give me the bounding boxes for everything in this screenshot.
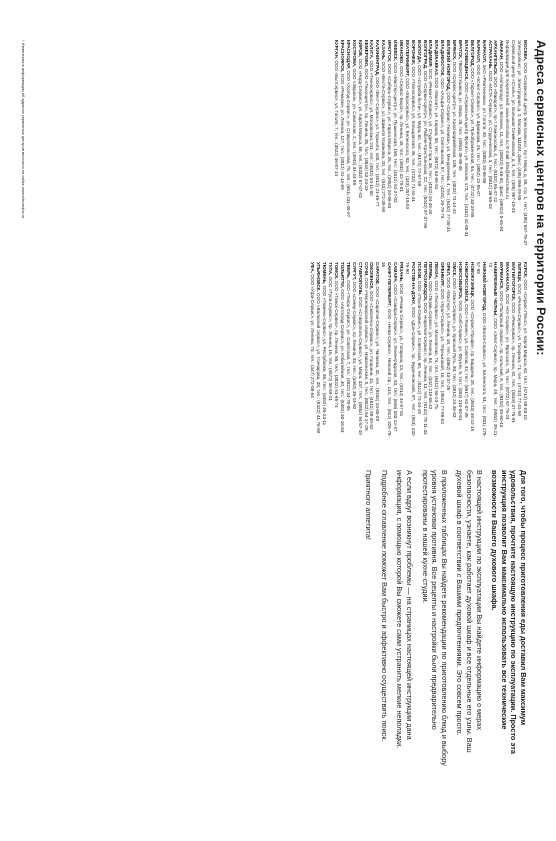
entry-city: НОВОРОССИЙСК,: [463, 262, 469, 303]
address-entry: [451, 40, 457, 250]
entry-text: ООО «Омск-Сервис», ул. Красный Путь, 30, тел.: (3812) 24-46-03: [452, 278, 458, 418]
address-entry: [398, 40, 404, 250]
address-entry: [404, 262, 416, 437]
entry-text: ООО «Ремком», ул. Ленина, 127, тел.: (3912) 21-14-69: [339, 73, 345, 190]
entry-city: КРАСНОДАР,: [345, 40, 351, 70]
entry-text: ООО «Альфа-Сервис», ул. Светланская, 87, тел.: (4232) 26-79-79: [440, 78, 446, 219]
entry-city: ТЮМЕНЬ,: [322, 262, 328, 285]
entry-text: ООО «Дон-Сервис», пр. Буденновский, 97, тел.: (863) 232-76-90: [404, 262, 416, 437]
address-entry: [457, 262, 463, 437]
entry-text: ООО «Уфа-Сервис», ул. Ленина, 70, тел.: (347) 272-08-64: [310, 274, 316, 398]
entry-city: ЕКАТЕРИНБУРГ,: [404, 40, 410, 77]
entry-city: КОСТРОМА,: [351, 40, 357, 68]
entry-city: АСТРАХАНЬ,: [487, 40, 493, 70]
entry-city: КРАСНОЯРСК,: [339, 40, 345, 73]
intro-lead: Для того, чтобы процесс приготовления еды доставил Вам максимум удовольствия, прочтите настоящую инструкцию по эксплуатации. Просто эта инструкция позволит Вам максимально использовать все технические возможности Вашего духового шкафа.: [490, 470, 528, 754]
address-entry: [522, 40, 528, 250]
entry-city: САРАТОВ,: [375, 262, 381, 286]
address-entry: [451, 262, 457, 437]
address-entry: [434, 40, 440, 250]
entry-text: ООО «Мастер-Центр», ул. Пушкинская, 150, тел.: (3412) 51-27-03: [393, 62, 399, 203]
entry-text: ООО «Урал-Сервис», ул. Терешковой, 10, тел.: (3532) 77-08-53: [440, 288, 446, 424]
address-entry: [428, 262, 434, 437]
entry-text: ООО «Рязань-Сервис», ул. Гагарина, 23, тел.: (4912) 44-57-81: [398, 283, 404, 417]
entry-text: ООО «Ремсервис», пр. Ленина, 92, тел.: (3519) 37-76-91: [511, 302, 517, 423]
entry-text: ООО «Тула-Сервис», пр. Ленина, 15, тел.: (4872) 36-59-21: [328, 276, 334, 401]
address-entry: [487, 262, 499, 437]
address-entry: [422, 262, 428, 437]
entry-city: МАГНИТОГОРСК,: [511, 262, 517, 302]
address-entry: [504, 40, 510, 250]
address-entry: [481, 40, 487, 250]
address-entry: [380, 262, 392, 437]
entry-text: ООО «Техноцентр», пр. Ленина, 35, тел.: (3842) 52-23-23: [363, 68, 369, 191]
entry-city: НОВОСИБИРСК,: [458, 262, 464, 300]
entry-city: БЕЛГОРОД,: [469, 40, 475, 67]
address-entry: [345, 40, 351, 250]
entry-city: ЛИПЕЦК,: [517, 262, 523, 283]
entry-text: ООО «Сервисный Центр Электролюкс», пр-т Мира, д. 68, стр. 1, тел.: (495) 937-78-37: [523, 62, 528, 246]
address-entry: [351, 40, 357, 250]
entry-text: ООО «Нева-Сервис», Невский пр., 114, тел.: (812) 325-78-36: [381, 262, 393, 437]
entry-text: ООО «Вест-Сервис», ул. Горького, 100, тел.: (4012) 21-46-77: [375, 77, 381, 207]
entry-text: ООО «Север-Сервис», пр. Ленина, 43, тел.: (3462) 35-14-82: [351, 281, 357, 410]
entry-city: ВОЛГОГРАД,: [422, 40, 428, 70]
address-entry: [498, 262, 504, 437]
entry-city: БАРНАУЛ,: [481, 40, 487, 64]
entry-city: БЛАГОВЕЩЕНСК,: [463, 40, 469, 81]
entry-city: ВЛАДИКАВКАЗ,: [434, 40, 440, 77]
address-entry: [410, 40, 416, 250]
entry-city: БРАТСК,: [458, 40, 464, 60]
entry-text: ООО «Смоленск-Сервис», ул. Гагарина, 14, тел.: (4812) 38-40-52: [369, 290, 375, 430]
entry-city: УЛЬЯНОВСК,: [316, 262, 322, 292]
entry-text: ООО «Сервис-Плюс», ул. Карла Маркса, 62, тел.: (4712) 58-03-10: [523, 279, 528, 420]
entry-text: ООО «Техносервис», ул. Кольцовская, 45, тел.: (4732) 71-31-31: [410, 66, 416, 202]
entry-text: ООО «Элит-Сервис», пр. Мира, 49, тел.: (8552) 39-21-73: [487, 262, 499, 437]
address-entry: [351, 262, 357, 437]
entry-city: КАЗАНЬ,: [381, 40, 387, 61]
address-entry: [392, 40, 398, 250]
entry-text: ООО «Гарант-Сервис», ул. Преображенская, 84, тел.: (4722) 33-29-88: [469, 68, 475, 218]
entry-text: ООО «Томск-Сервис», пр. Ленина, 80, тел.: (3822) 51-66-74: [334, 280, 339, 408]
intro-paragraph-5: Подробное оглавление поможет Вам быстро и эффективно осуществить поиск.: [379, 470, 389, 742]
entry-city: БРЯНСК,: [452, 40, 458, 61]
entry-city: МУРМАНСК,: [499, 262, 505, 290]
address-entry: [439, 262, 445, 437]
entry-text: ООО «Псков-Сервис», ул. Советская, 60, тел.: (8112) 72-44-19: [416, 280, 422, 414]
entry-city: БАРНАУЛ,: [475, 40, 481, 64]
entry-text: ООО «Веста-Сервис», ул. Шамиля Усманова, 20, тел.: (843) 272-35-59: [381, 61, 387, 213]
address-entry: [522, 262, 528, 437]
address-entry: [510, 262, 516, 437]
entry-city: ПСКОВ,: [416, 262, 422, 280]
entry-city: РЯЗАНЬ,: [398, 262, 404, 283]
address-entry: [357, 262, 363, 437]
entry-text: Сервисный центр «Стиль», ул. Большая Семёновская, д. 4, тел.: (495) 967-19-91: [511, 40, 517, 214]
address-entry: [445, 40, 451, 250]
entry-city: ВЛАДИВОСТОК,: [440, 40, 446, 77]
entry-text: ООО «Техник», ул. Советов, 42, тел.: (8617) 61-07-35: [463, 304, 469, 418]
entry-text: ООО «Пермь-Сервис», ул. Ленина, 64, тел.: (342) 219-56-42: [428, 281, 434, 410]
address-entry: [392, 262, 398, 437]
entry-text: ООО «Фаворит», пр-т Ломоносова, 4, тел.: (8182) 65-47-22: [493, 76, 499, 203]
entry-text: ЗАО «Ремтехника», ул. Гоголя, 49, тел.: (3852) 20-56-86: [481, 64, 487, 184]
entry-city: СТАВРОПОЛЬ,: [357, 262, 363, 296]
entry-city: САМАРА,: [393, 262, 399, 283]
entry-text: ООО «Сервис-Центр», ул. Рабоче-Крестьянская, 22, тел.: (8442) 97-37-96: [422, 70, 428, 229]
entry-city: КАЛУГА,: [369, 40, 375, 60]
address-entry: [404, 40, 410, 250]
footnote: * Изменения в информации об адресах сервисных центров вносятся на сайте www.electrolux.ru: [21, 40, 26, 219]
address-entry: [363, 40, 369, 250]
intro-column: [28, 470, 528, 770]
entry-text: ООО «Сиб-Сервис», ул. Фрунзе, 5, тел.: (383) 210-50-81: [458, 300, 464, 421]
address-entry: [345, 262, 351, 437]
address-entry: [475, 262, 487, 437]
entry-text: ООО «Мастер», ул. Ленина, 18, тел.: (4862) 43-37-26: [446, 277, 452, 391]
entry-text: ООО «Холод-Сервис», ул. Ставропольская, 75, тел.: (861) 231-45-97: [345, 70, 351, 218]
address-entry: [504, 262, 510, 437]
address-entry: [398, 262, 404, 437]
entry-city: ИРКУТСК,: [387, 40, 393, 63]
entry-text: ООО «Черноморский сервис», ул. Навагинская, 9, тел.: (8622) 64-17-28: [363, 277, 369, 431]
entry-text: ООО «Полярный сервис», пр. Кольский, 9, тел.: (8152) 45-60-43: [499, 290, 505, 428]
address-entry: [339, 40, 345, 250]
entry-city: АБАКАН,: [499, 40, 505, 61]
entry-text: ООО «Волга-Сервис», ул. Белинского, 61, тел.: (831) 278-57-88: [475, 262, 487, 437]
address-entry: [469, 40, 475, 250]
entry-text: ООО «Тверь-Сервис», ул. Советская, 7, тел.: (4822) 34-78-06: [345, 280, 351, 411]
address-entry: [357, 40, 363, 250]
entry-text: ООО «Ремонт-Сервис», ул. Студеная Гора, 36, тел.: (4922) 34-46-40: [428, 68, 434, 215]
entry-city: МОСКВА,: [523, 40, 528, 62]
entry-city: СМОЛЕНСК,: [369, 262, 375, 290]
entry-city: КУРГАН,: [334, 40, 339, 60]
entry-city: СОЧИ,: [363, 262, 369, 277]
entry-city: НИЖНИЙ НОВГОРОД,: [481, 262, 487, 312]
entry-city: ВОЛОГДА,: [416, 40, 422, 64]
address-entry: [386, 40, 392, 250]
entry-city: ОРЕЛ,: [446, 262, 452, 277]
entry-text: ООО «Юнит-Сервис», ул. Шумакова, 26, тел.: (3852) 22-55-07: [475, 64, 481, 197]
address-entry: [380, 40, 386, 250]
entry-text: Электролюкс, ул. Электродная, д. 2, Москва, 111024; факс: (495) 956-29-85: [517, 40, 523, 201]
address-entry: [416, 40, 422, 250]
entry-city: КАЛИНИНГРАД,: [375, 40, 381, 76]
entry-text: ООО «Волжский сервис», ул. Гончарова, 38, тел.: (8422) 41-76-50: [316, 293, 322, 434]
entry-city: ОРЕНБУРГ,: [440, 262, 446, 288]
entry-city: РОСТОВ-НА-ДОНУ,: [410, 262, 416, 305]
address-column-1: [28, 40, 528, 250]
intro-signoff: Приятного аппетита!: [364, 470, 374, 540]
entry-city: ТОЛЬЯТТИ,: [339, 262, 345, 288]
address-entry: [498, 40, 504, 250]
entry-text: ООО «Сервис-Профи», пр. Бардина, 28, тел.: (3843) 46-22-15: [469, 299, 475, 432]
intro-paragraph-3: В приложенных таблицах Вы найдете рекомендации по приготовлению блюд и выбору уровня установки противня. Все рецепты и настройки были предварительно протестированы в нашей кухне-студии.: [420, 470, 449, 766]
address-entry: [315, 262, 321, 437]
entry-city: КИРОВ,: [357, 40, 363, 58]
entry-city: ОМСК,: [452, 262, 458, 277]
entry-text: ПБОЮЛ Ушаков, ул. Мира, 28, тел.: (3953) 45-98-46: [458, 60, 464, 171]
entry-text: ООО «ИСТА-Сервис», ул. Студенческая, 3, тел.: (8512) 38-65-33: [487, 70, 493, 209]
address-entry: [510, 40, 516, 250]
entry-text: ООО «Сервис-Центр», ул. Красноармейская, 136, тел.: (4832) 74-14-42: [452, 61, 458, 214]
entry-text: ООО «Юг-Сервис», ул. Ярагского, 75, тел.: (8722) 67-75-24: [505, 293, 511, 420]
entry-text: ООО «Сервисный центр Фрегат», ул. Зейская, 173, тел.: (4162) 42-88-31: [463, 81, 469, 237]
address-entry: [363, 262, 369, 437]
address-entry: [333, 40, 339, 250]
entry-text: ООО «Норд-Сервис», ул. Карла Маркса, 58, тел.: (8332) 67-07-02: [357, 58, 363, 199]
entry-city: МАХАЧКАЛА,: [505, 262, 511, 293]
entry-text: ООО «Регион-Сервис», ул. Гагарина, 71, тел.: (4742) 77-41-58: [517, 283, 523, 416]
entry-city: КЕМЕРОВО,: [363, 40, 369, 68]
intro-paragraph-4: А если вдруг возникнут проблемы — на страницах настоящей инструкции дана информация, с помощью которой Вы сможете сами устранить мелкие неполадки.: [395, 470, 415, 749]
entry-city: САНКТ-ПЕТЕРБУРГ,: [387, 262, 393, 307]
entry-city: ПЕНЗА,: [434, 262, 440, 280]
entry-city: ТОМСК,: [334, 262, 339, 280]
address-entry: [374, 40, 380, 250]
entry-text: ООО «Служба быта», ул. Мира, 82, тел.: (8172) 72-57-69: [416, 65, 422, 187]
entry-text: ООО «Эврика», ул. Советская, 2, тел.: (4942) 31-44-88: [351, 68, 357, 186]
address-entry: [463, 40, 469, 250]
address-entry: [487, 40, 493, 250]
entry-text: ООО «Автоград-Сервис», ул. Юбилейная, 40, тел.: (8482) 30-16-53: [339, 289, 345, 433]
entry-text: ООО «Самара-Сервис», ул. Ленинградская, 53, тел.: (846) 333-12-47: [393, 284, 399, 432]
entry-text: ООО «Саратов-Сервис», ул. Чапаева, 32, тел.: (8452) 23-66-09: [375, 286, 381, 422]
entry-text: ООО «Магнит», ул. Кирова, 58, тел.: (8672) 53-68-51: [434, 77, 440, 190]
entry-city: ВЛАДИМИР,: [428, 40, 434, 68]
page-title: Адреса сервисных центров на территории России:: [534, 40, 548, 356]
entry-city: АРХАНГЕЛЬСК,: [493, 40, 499, 76]
address-entry: [369, 262, 375, 437]
address-entry: [469, 262, 475, 437]
address-entry: [369, 40, 375, 250]
entry-text: ООО «Техносервис», ул. Московская, 211, тел.: (4842) 54-11-60: [369, 60, 375, 196]
entry-text: ООО «Сибирь-Сервис», ул. Карла Маркса, 25, тел.: (3952) 20-88-63: [387, 63, 393, 209]
entry-text: ООО «Автохолод», ул. Вяткина, 12, тел.: (39022) 5-45-94, факс: (39022) 5-45-94: [499, 61, 505, 232]
entry-city: УФА,: [310, 262, 316, 274]
entry-city: ПЕТРОЗАВОДСК,: [422, 262, 428, 302]
entry-city: ТУЛА,: [328, 262, 334, 276]
entry-text: ООО «Сервис-Бюро», пр. Ленина, 49, тел.: (4932) 32-70-01: [398, 65, 404, 192]
entry-text: ООО «Ставрополь-Сервис», ул. Мира, 337, тел.: (8652) 94-57-19: [357, 296, 363, 435]
entry-city: ИВАНОВО,: [398, 40, 404, 65]
entry-city: ПЕРМЬ,: [428, 262, 434, 280]
intro-paragraph-2: В настоящей инструкции по эксплуатации Вы найдете информацию о мерах безопасности, узнаете, как работает духовой шкаф и все отдельные его узлы. Ваш духовой шкаф в соответствии с Вашими предпочтениями. Это совсем просто.: [455, 470, 484, 753]
entry-city: ВЕЛИКИЙ НОВГОРОД,: [446, 40, 452, 91]
address-column-2: [28, 262, 528, 437]
entry-text: ООО «Тюмень-Сервис», ул. Республики, 65, тел.: (3452) 45-23-11: [322, 285, 328, 426]
entry-text: ООО «Сервис-Техника», ул. Менделеева, 4, тел.: (8162) 77-30-31: [446, 92, 452, 233]
entry-city: НОВОКУЗНЕЦК,: [469, 262, 475, 299]
entry-text: ООО «Бытсервис», ул. Гоголя, 7, тел.: (3522) 46-87-14: [334, 60, 339, 177]
entry-text: ООО «Карелия-Сервис», пр. Ленина, 13, тел.: (8142) 78-11-33: [422, 302, 428, 435]
address-entry: [321, 262, 327, 437]
address-entry: [374, 262, 380, 437]
entry-city: ИЖЕВСК,: [393, 40, 399, 62]
address-entry: [516, 262, 522, 437]
entry-city: НАБЕРЕЖНЫЕ ЧЕЛНЫ,: [493, 262, 499, 317]
entry-text: Информация для покупателей: www.electrolux.ru; E-mail: info@electrolux.ru: [505, 40, 511, 199]
entry-city: КУРСК,: [523, 262, 528, 279]
entry-city: ТВЕРЬ,: [345, 262, 351, 279]
entry-city: СУРГУТ,: [351, 262, 357, 281]
address-entry: [463, 262, 469, 437]
entry-city: ВОРОНЕЖ,: [410, 40, 416, 66]
address-entry: [416, 262, 422, 437]
address-entry: [428, 40, 434, 250]
address-entry: [422, 40, 428, 250]
address-entry: [339, 262, 345, 437]
address-entry: [475, 40, 481, 250]
entry-text: ООО «Техсервис», ул. Московская, 74, тел.: (8412) 56-23-75: [434, 280, 440, 409]
entry-text: ООО «Евросервис», ул. Белинского, 83, тел.: (343) 257-19-03: [404, 78, 410, 210]
address-entry: [327, 262, 333, 437]
